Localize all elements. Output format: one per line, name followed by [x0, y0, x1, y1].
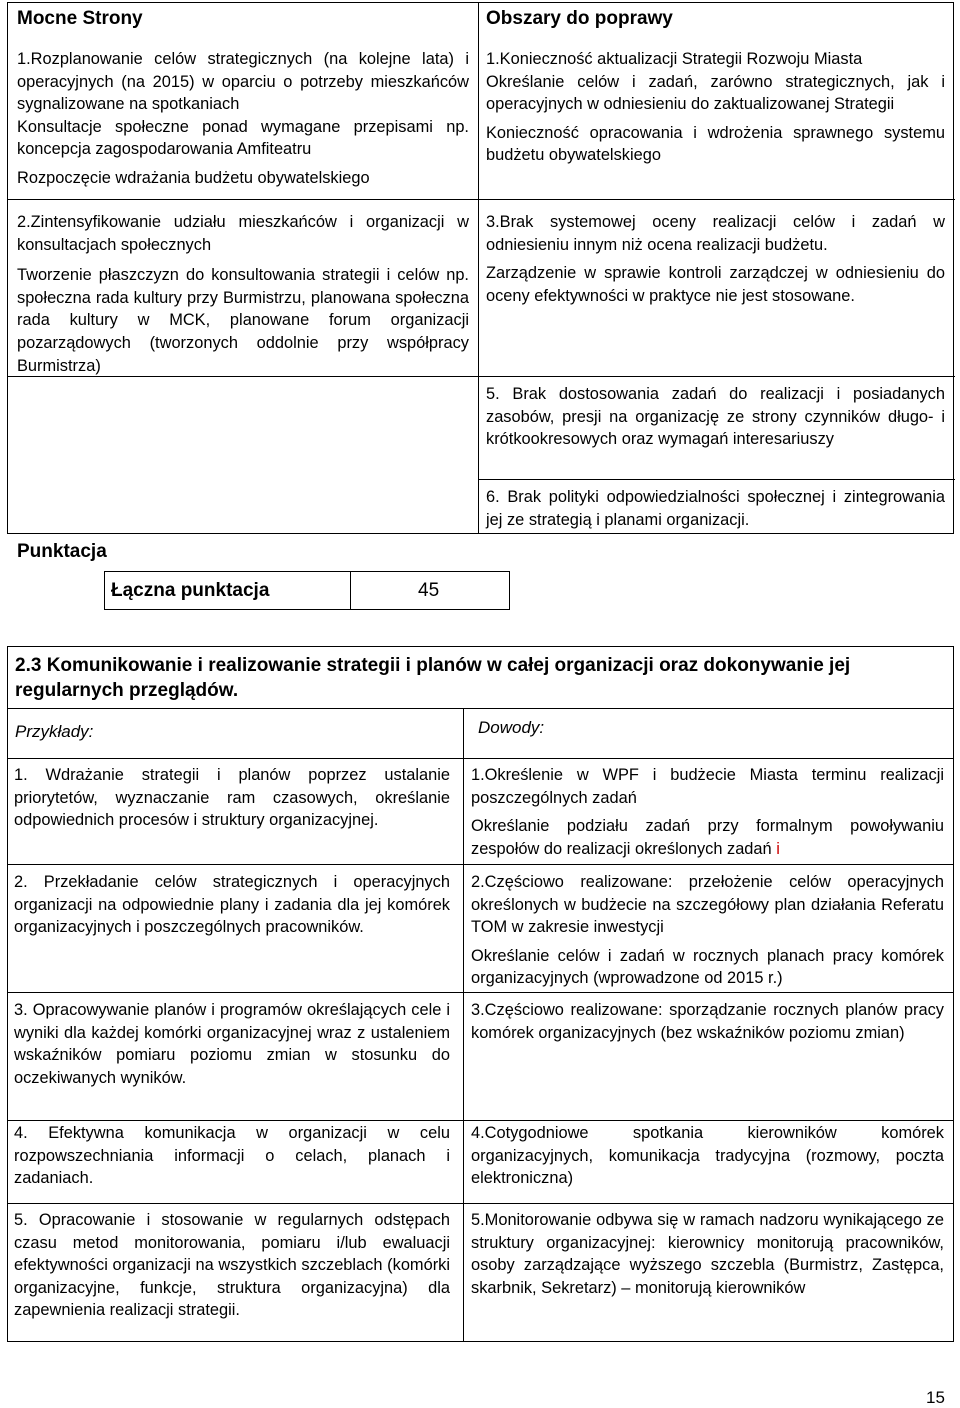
improvement-3-line-1: 5. Brak dostosowania zadań do realizacji i posiadanych zasobów, presji na organizację ze strony czynników długo- i krótkookresowych oraz wymagań interesariuszy	[486, 385, 945, 449]
evidence-4-text: 4.Cotygodniowe spotkania kierowników komórek organizacyjnych, komunikacja tradycyjna (rozmowy, poczta elektroniczna)	[471, 1124, 944, 1188]
row-divider-right-1	[478, 199, 955, 200]
row-divider-4	[8, 1203, 953, 1204]
row-divider-1	[8, 864, 953, 865]
row-divider-3	[8, 1120, 953, 1121]
section-title-box	[7, 646, 954, 709]
table-column-divider	[463, 709, 464, 1341]
example-row-2	[14, 871, 450, 939]
improvement-4-line-1: 6. Brak polityki odpowiedzialności społecznej i zintegrowania jej ze strategią i planami organizacji.	[486, 488, 945, 529]
strengths-title: Mocne Strony	[17, 8, 143, 29]
evidence-header: Dowody:	[478, 718, 545, 737]
evidence-row-5	[471, 1209, 944, 1299]
total-score-value: 45	[418, 580, 440, 601]
example-1-text: 1. Wdrażanie strategii i planów poprzez ustalanie priorytetów, wyznaczanie ram czasowych, określanie odpowiednich procesów i struktury organizacyjnej.	[14, 766, 450, 830]
improvement-item-2	[477, 205, 953, 311]
header-row-divider	[8, 758, 953, 759]
strength-1-line-1: 1.Rozplanowanie celów strategicznych (na kolejne lata) i operacyjnych (na 2015) w oparciu o potrzeby mieszkańców sygnalizowane na spotkaniach	[17, 50, 469, 114]
improvement-2-line-1: 3.Brak systemowej oceny realizacji celów i zadań w odniesieniu innym niż ocena realizacji budżetu.	[486, 213, 945, 254]
improvement-1-line-2: Określanie celów i zadań, zarówno strategicznych, jak i operacyjnych w odniesieniu do zaktualizowanej Strategii	[486, 72, 945, 114]
example-row-4	[14, 1122, 450, 1190]
strength-item-1	[8, 42, 474, 194]
total-score-box	[104, 571, 510, 610]
total-score-label: Łączna punktacja	[111, 580, 270, 601]
score-section-label: Punktacja	[17, 541, 107, 562]
improvements-title: Obszary do poprawy	[486, 8, 673, 29]
evidence-1-line-2	[471, 815, 944, 860]
section-title: 2.3 Komunikowanie i realizowanie strategii i planów w całej organizacji oraz dokonywanie jej regularnych przeglądów.	[15, 655, 851, 701]
evidence-row-3	[471, 999, 944, 1044]
improvement-item-3	[477, 377, 953, 455]
strength-item-2	[8, 205, 474, 381]
strength-1-line-3: Rozpoczęcie wdrażania budżetu obywatelskiego	[17, 168, 370, 187]
evidence-5-text: 5.Monitorowanie odbywa się w ramach nadzoru wynikającego ze struktury organizacyjnej: kierownicy monitorują pracowników, osoby zarządzające wyższego szczebla (Burmistrz, Zastępca, skarbnik, Sekretarz) – monitorują kierowników	[471, 1211, 944, 1297]
improvement-1-line-3: Konieczność opracowania i wdrożenia sprawnego systemu budżetu obywatelskiego	[486, 123, 945, 165]
example-row-5	[14, 1209, 450, 1322]
improvement-2-line-2: Zarządzenie w sprawie kontroli zarządczej w odniesieniu do oceny efektywności w praktyce nie jest stosowane.	[486, 264, 945, 305]
example-row-1	[14, 764, 450, 832]
evidence-3-text: 3.Częściowo realizowane: sporządzanie rocznych planów pracy komórek organizacyjnych (bez wskaźników poziomu zmian)	[471, 1001, 944, 1042]
improvement-1-line-1: 1.Konieczność aktualizacji Strategii Rozwoju Miasta	[486, 50, 863, 68]
strength-2-line-2: Tworzenie płaszczyzn do konsultowania strategii i celów np. społeczna rada kultury przy Burmistrzu, planowana społeczna rada kultury w MCK, planowane forum organizacji pozarządowych (tworzonych oddolnie przy współpracy Burmistrza)	[17, 266, 469, 375]
evidence-2-line-2: Określanie celów i zadań w rocznych planach pracy komórek organizacyjnych (wprowadzone od 2015 r.)	[471, 946, 944, 988]
evidence-1-line-2-text: Określanie podziału zadań przy formalnym powoływaniu zespołów do realizacji określonych zadań	[471, 817, 944, 858]
example-3-text: 3. Opracowywanie planów i programów określających cele i wyniki dla każdej komórki organizacyjnej wraz z ustaleniem wskaźników pomiaru poziomu zmian w stosunku do oczekiwanych wyników.	[14, 1001, 450, 1087]
example-5-text: 5. Opracowanie i stosowanie w regularnych odstępach czasu metod monitorowania, pomiaru i/lub ewaluacji efektywności organizacji na wszystkich szczeblach (komórki organizacyjne, funkcje, struktura organizacyjna) dla zapewnienia realizacji strategii.	[14, 1211, 450, 1320]
strength-1-line-2: Konsultacje społeczne ponad wymagane przepisami np. koncepcja zagospodarowania Amfiteatru	[17, 117, 469, 159]
evidence-row-4	[471, 1122, 944, 1190]
evidence-1-line-1: 1.Określenie w WPF i budżecie Miasta terminu realizacji poszczególnych zadań	[471, 766, 944, 807]
examples-header: Przykłady:	[15, 722, 94, 741]
evidence-row-1	[471, 764, 944, 860]
row-divider-left-1	[8, 199, 478, 200]
example-4-text: 4. Efektywna komunikacja w organizacji w celu rozpowszechniania informacji o celach, planach i zadaniach.	[14, 1124, 450, 1188]
row-divider-2	[8, 992, 953, 993]
evidence-row-2	[471, 871, 944, 990]
example-2-text: 2. Przekładanie celów strategicznych i operacyjnych organizacji na odpowiednie plany i zadania dla jej komórek organizacyjnych i poszczególnych pracowników.	[14, 873, 450, 937]
improvement-item-4	[477, 480, 953, 535]
evidence-1-line-2-tail: i	[776, 839, 780, 858]
page-number: 15	[926, 1388, 945, 1407]
score-divider	[350, 572, 351, 609]
example-row-3	[14, 999, 450, 1089]
evidence-2-line-1: 2.Częściowo realizowane: przełożenie celów operacyjnych określonych w budżecie na szczegółowy plan działania Referatu TOM w zakresie inwestycji	[471, 873, 944, 937]
strength-2-line-1: 2.Zintensyfikowanie udziału mieszkańców i organizacji w konsultacjach społecznych	[17, 213, 469, 254]
improvement-item-1	[477, 42, 953, 171]
